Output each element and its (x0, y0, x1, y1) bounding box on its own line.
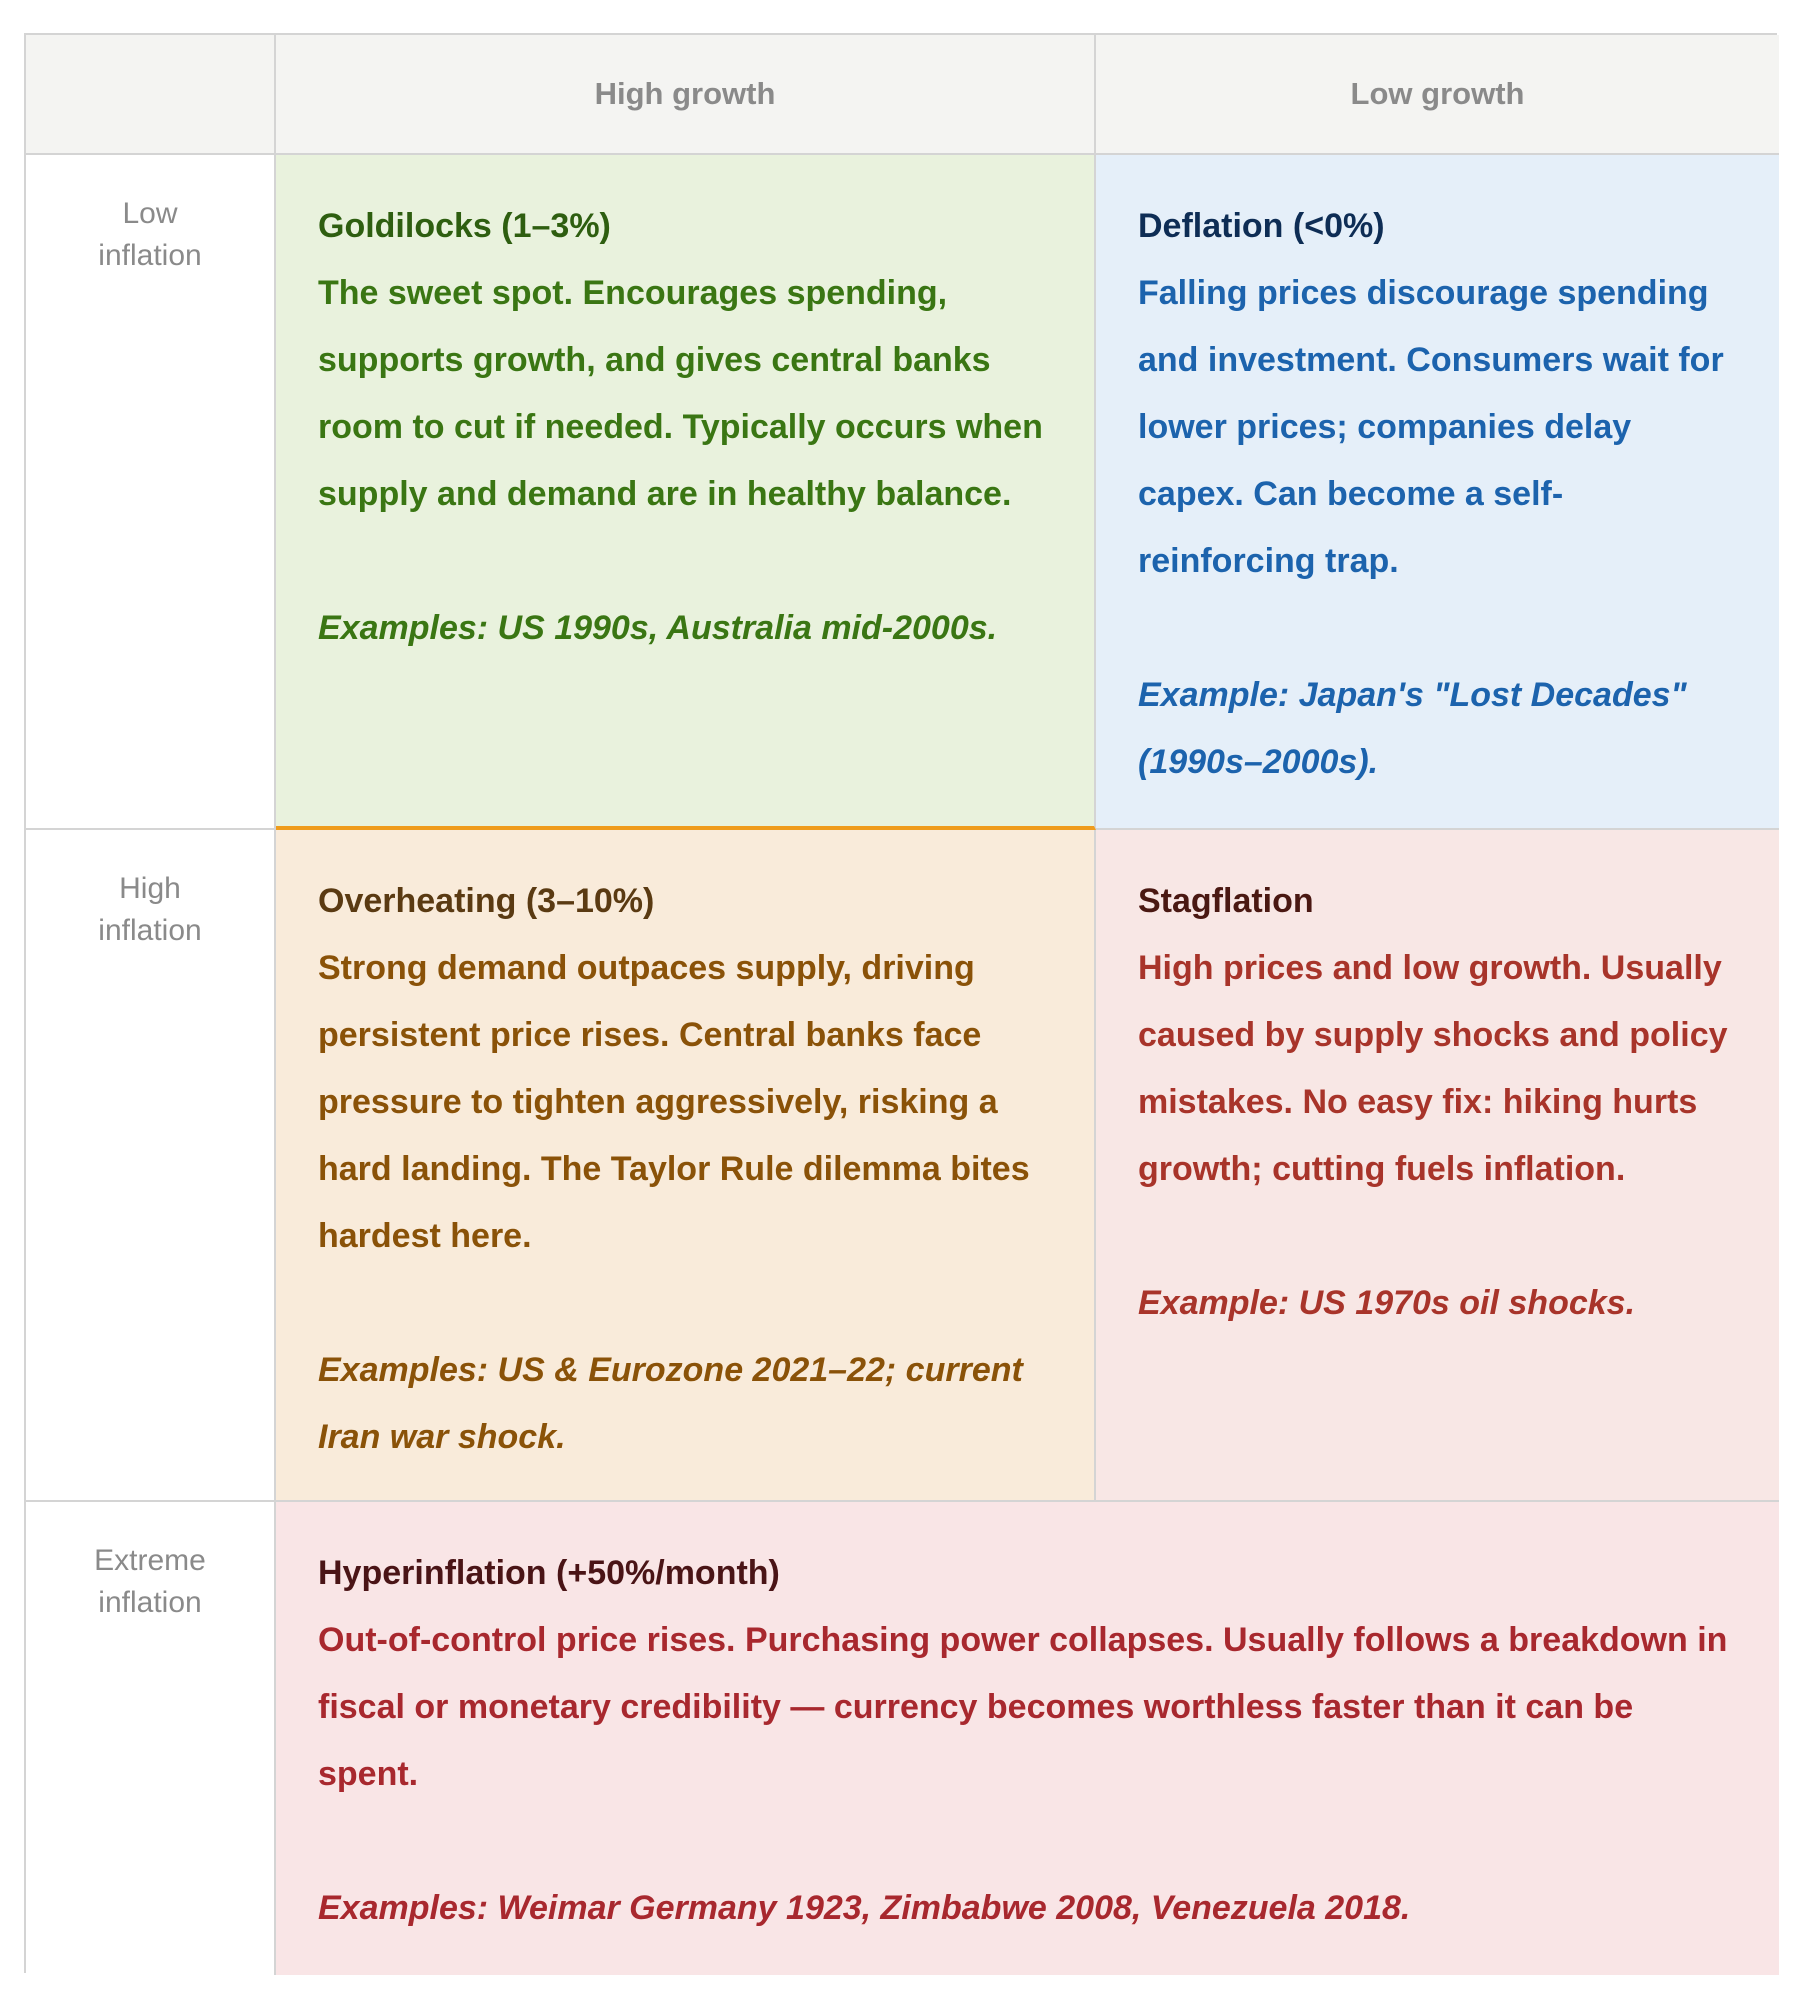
row-label-line: inflation (98, 1586, 202, 1619)
column-header-low-growth: Low growth (1096, 35, 1779, 155)
row-label-line: Low (122, 197, 178, 230)
row-label-line: High (119, 872, 181, 905)
quadrant-stagflation (1096, 830, 1779, 1502)
header-corner (26, 35, 276, 155)
row-label-high-inflation (26, 830, 276, 1502)
quadrant-example: Examples: US & Eurozone 2021–22; current Iran war shock. (318, 1351, 1023, 1456)
quadrant-example: Examples: Weimar Germany 1923, Zimbabwe 2008, Venezuela 2018. (318, 1889, 1411, 1927)
row-label-extreme-inflation (26, 1502, 276, 1975)
quadrant-example: Example: Japan's "Lost Decades" (1990s–2000s). (1138, 676, 1687, 781)
row-label-line: inflation (98, 239, 202, 272)
quadrant-example: Examples: US 1990s, Australia mid-2000s. (318, 609, 998, 647)
quadrant-example: Example: US 1970s oil shocks. (1138, 1284, 1636, 1322)
quadrant-description: Out-of-control price rises. Purchasing power collapses. Usually follows a breakdown in fiscal or monetary credibility — currency becomes worthless faster than it can be spent. (318, 1621, 1728, 1793)
inflation-regime-matrix (24, 33, 1777, 1973)
row-label-low-inflation (26, 155, 276, 830)
quadrant-goldilocks (276, 155, 1096, 830)
quadrant-title: Hyperinflation (+50%/month) (318, 1554, 780, 1592)
column-header-high-growth: High growth (276, 35, 1096, 155)
quadrant-description: High prices and low growth. Usually caused by supply shocks and policy mistakes. No easy fix: hiking hurts growth; cutting fuels inflation. (1138, 949, 1728, 1188)
quadrant-deflation (1096, 155, 1779, 830)
quadrant-title: Goldilocks (1–3%) (318, 207, 611, 245)
quadrant-description: Strong demand outpaces supply, driving persistent price rises. Central banks face pressure to tighten aggressively, risking a hard landing. The Taylor Rule dilemma bites hardest here. (318, 949, 1030, 1255)
quadrant-description: The sweet spot. Encourages spending, supports growth, and gives central banks room to cut if needed. Typically occurs when supply and demand are in healthy balance. (318, 274, 1043, 513)
row-label-line: inflation (98, 914, 202, 947)
quadrant-hyperinflation (276, 1502, 1779, 1975)
quadrant-title: Stagflation (1138, 882, 1314, 920)
row-label-line: Extreme (94, 1544, 206, 1577)
quadrant-title: Overheating (3–10%) (318, 882, 655, 920)
quadrant-overheating (276, 830, 1096, 1502)
quadrant-description: Falling prices discourage spending and investment. Consumers wait for lower prices; companies delay capex. Can become a self-reinforcing trap. (1138, 274, 1724, 580)
quadrant-title: Deflation (<0%) (1138, 207, 1385, 245)
